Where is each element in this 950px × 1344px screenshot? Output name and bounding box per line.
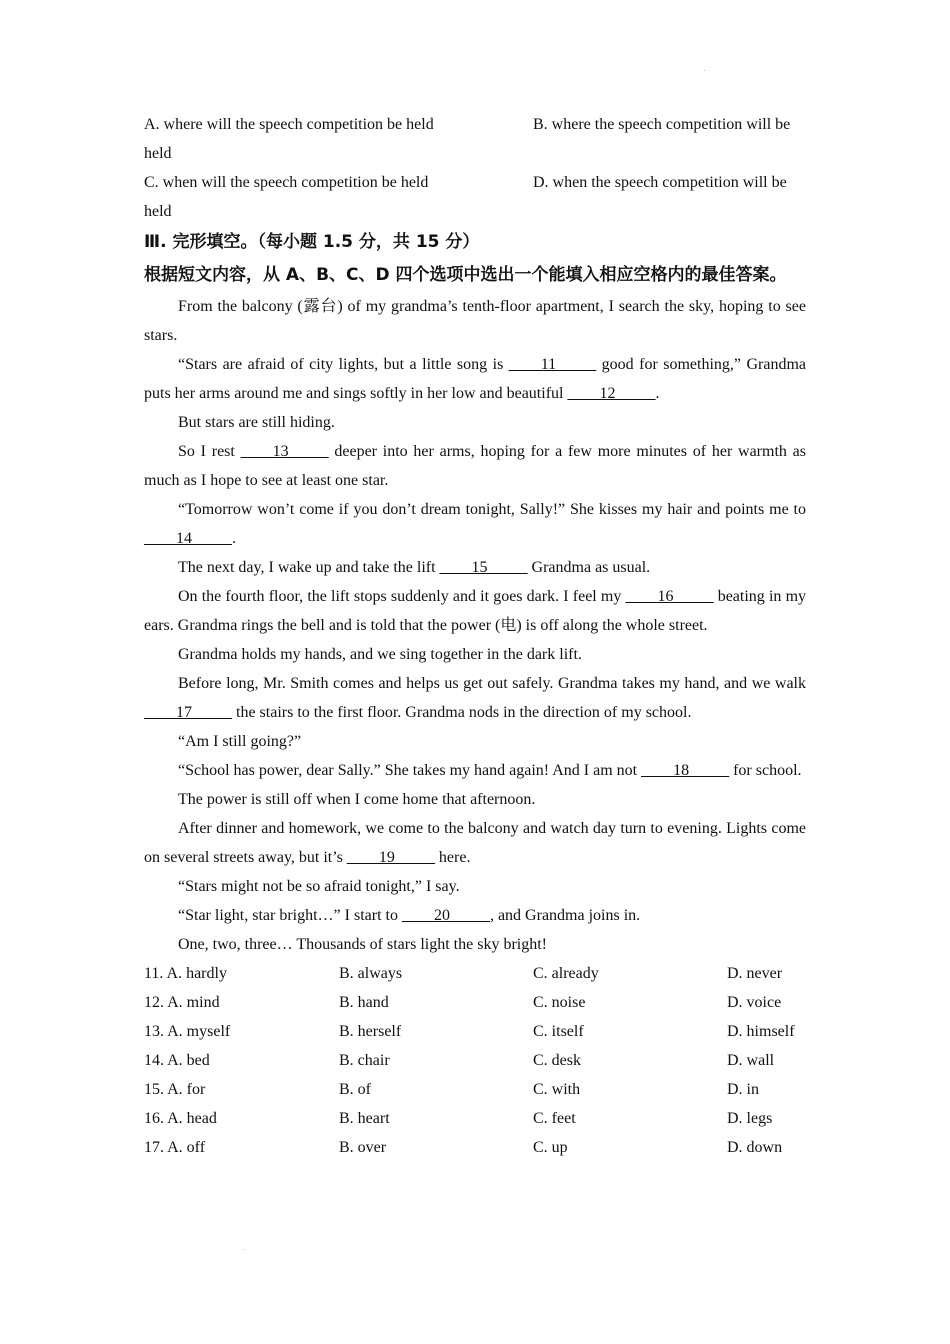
text: . (655, 385, 660, 402)
text: the stairs to the first floor. Grandma nods in the direction of my school. (232, 704, 692, 721)
blank-13: ____13_____ (240, 443, 329, 460)
option-c: C. desk (533, 1052, 581, 1069)
option-a: 16. A. head (144, 1110, 217, 1127)
text: “School has power, dear Sally.” She takes my hand again! And I am not (178, 762, 642, 779)
exam-page (144, 110, 806, 1162)
option-a: 17. A. off (144, 1139, 206, 1156)
blank-11: ____11_____ (508, 356, 597, 373)
paragraph-15 (144, 901, 806, 930)
option-a: 11. A. hardly (144, 965, 227, 982)
text: So I rest (178, 443, 241, 460)
text: beating in my ears. Grandma rings the bell and is told that the power (电) is off along the whole street. (144, 588, 807, 634)
paragraph-1: From the balcony (露台) of my grandma’s tenth-floor apartment, I search the sky, hoping to see stars. (144, 298, 806, 344)
question-17 (144, 1133, 806, 1162)
option-a: 12. A. mind (144, 994, 220, 1011)
blank-14: ____14_____ (144, 530, 232, 547)
paragraph-9 (144, 669, 806, 727)
option-c: C. already (533, 965, 599, 982)
question-11 (144, 959, 806, 988)
text: for school. (729, 762, 802, 779)
option-c: C. when will the speech competition be held (144, 174, 429, 191)
text: , and Grandma joins in. (489, 907, 641, 924)
option-a: 13. A. myself (144, 1023, 231, 1040)
text: “Star light, star bright…” I start to (178, 907, 402, 924)
scan-dot-bottom (244, 1249, 245, 1250)
text: “Tomorrow won’t come if you don’t dream tonight, Sally!” She kisses my hair and points me to (178, 501, 806, 518)
text: Before long, Mr. Smith comes and helps us get out safely. Grandma takes my hand, and we walk (178, 675, 806, 692)
paragraph-8: Grandma holds my hands, and we sing together in the dark lift. (178, 646, 582, 663)
option-c: C. noise (533, 994, 586, 1011)
option-d: D. wall (727, 1052, 775, 1069)
option-d: D. voice (727, 994, 782, 1011)
option-b: B. where the speech competition will be (533, 116, 791, 133)
paragraph-7 (144, 582, 806, 640)
option-b: B. heart (339, 1110, 390, 1127)
blank-20: ____20_____ (401, 907, 490, 924)
option-b-continued: held (144, 145, 172, 162)
option-a: 14. A. bed (144, 1052, 210, 1069)
answer-options (144, 959, 806, 1162)
text: The next day, I wake up and take the lift (178, 559, 440, 576)
option-b: B. always (339, 965, 403, 982)
option-b: B. chair (339, 1052, 390, 1069)
question-13 (144, 1017, 806, 1046)
question-15 (144, 1075, 806, 1104)
section-instruction: 根据短文内容，从 A、B、C、D 四个选项中选出一个能填入相应空格内的最佳答案。 (144, 265, 787, 285)
option-row-ab (144, 110, 806, 139)
option-c: C. with (533, 1081, 581, 1098)
blank-15: ____15_____ (439, 559, 528, 576)
section-title: Ⅲ. 完形填空。（每小题 1.5 分，共 15 分） (144, 232, 480, 252)
text: . (232, 530, 236, 547)
option-d: D. when the speech competition will be (533, 174, 787, 191)
blank-19: ____19_____ (346, 849, 435, 866)
option-a: 15. A. for (144, 1081, 206, 1098)
option-d: D. himself (727, 1023, 795, 1040)
option-d: D. legs (727, 1110, 773, 1127)
blank-16: ____16_____ (625, 588, 714, 605)
paragraph-2 (144, 350, 806, 408)
text: here. (434, 849, 471, 866)
text: deeper into her arms, hoping for a few more minutes of her warmth as much as I hope to see at least one star. (144, 443, 806, 489)
text: good for something,” Grandma puts her arms around me and sings softly in her low and beautiful (144, 356, 807, 402)
text: “Stars are afraid of city lights, but a little song is (178, 356, 509, 373)
paragraph-5 (144, 495, 806, 553)
paragraph-11 (144, 756, 806, 785)
paragraph-10: “Am I still going?” (178, 733, 302, 750)
option-b: B. herself (339, 1023, 402, 1040)
paragraph-16: One, two, three… Thousands of stars light the sky bright! (178, 936, 547, 953)
option-a: A. where will the speech competition be held (144, 116, 434, 133)
option-b: B. over (339, 1139, 387, 1156)
text: Grandma as usual. (527, 559, 651, 576)
paragraph-13 (144, 814, 806, 872)
paragraph-6 (144, 553, 806, 582)
option-row-cd (144, 168, 806, 197)
option-d: D. never (727, 965, 783, 982)
cloze-passage (144, 292, 806, 959)
option-d: D. down (727, 1139, 783, 1156)
option-d: D. in (727, 1081, 759, 1098)
question-12 (144, 988, 806, 1017)
option-c: C. up (533, 1139, 568, 1156)
paragraph-14: “Stars might not be so afraid tonight,” I say. (178, 878, 460, 895)
blank-18: ____18_____ (641, 762, 730, 779)
option-c: C. itself (533, 1023, 584, 1040)
blank-12: ____12_____ (567, 385, 656, 402)
question-16 (144, 1104, 806, 1133)
option-b: B. of (339, 1081, 371, 1098)
paragraph-12: The power is still off when I come home that afternoon. (178, 791, 536, 808)
option-c: C. feet (533, 1110, 576, 1127)
question-14 (144, 1046, 806, 1075)
option-b: B. hand (339, 994, 389, 1011)
option-d-continued: held (144, 203, 172, 220)
scan-dot-top (704, 70, 705, 71)
blank-17: ____17_____ (144, 704, 232, 721)
paragraph-4 (144, 437, 806, 495)
text: On the fourth floor, the lift stops suddenly and it goes dark. I feel my (178, 588, 626, 605)
text: After dinner and homework, we come to the balcony and watch day turn to evening. Lights come on several streets away, but it’s (144, 820, 806, 866)
paragraph-3: But stars are still hiding. (178, 414, 335, 431)
